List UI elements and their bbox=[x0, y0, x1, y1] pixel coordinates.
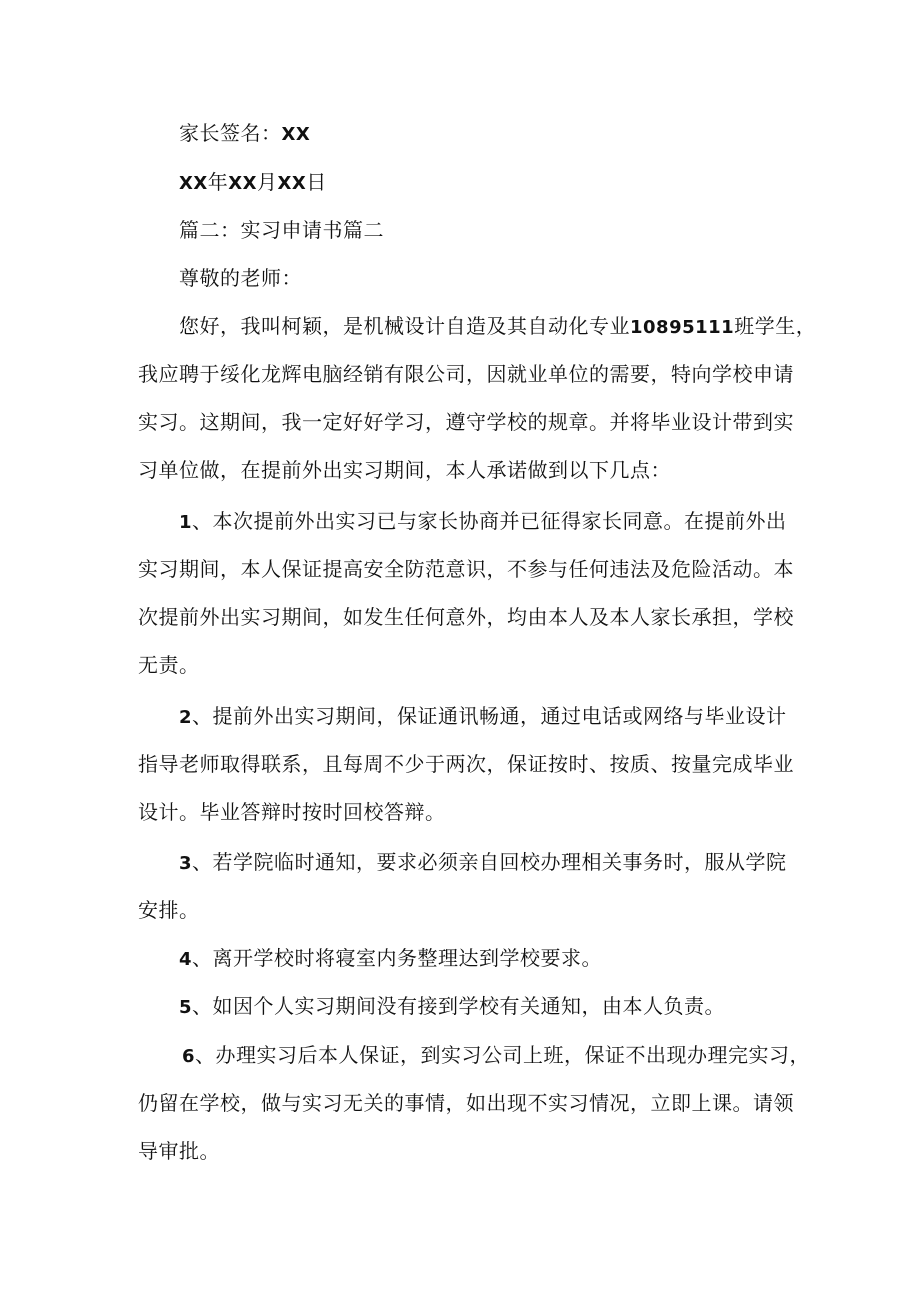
item-1-line-2: 实习期间，本人保证提高安全防范意识，不参与任何违法及危险活动。本 bbox=[138, 557, 794, 581]
item-2-line-1 bbox=[0, 702, 920, 732]
item-1-line-4: 无责。 bbox=[138, 653, 200, 677]
item-text: 、提前外出实习期间，保证通讯畅通，通过电话或网络与毕业设计 bbox=[192, 704, 787, 728]
item-5-line-1 bbox=[0, 992, 920, 1022]
section-title: 篇二：实习申请书篇二 bbox=[179, 218, 384, 242]
item-number: 6 bbox=[182, 1046, 196, 1067]
date-year-char: 年 bbox=[207, 170, 229, 194]
date-day: XX bbox=[277, 173, 307, 194]
item-4-line-1 bbox=[0, 944, 920, 974]
item-3-line-1 bbox=[0, 848, 920, 878]
intro-text-a: 您好，我叫柯颖，是机械设计自造及其自动化专业 bbox=[179, 314, 630, 338]
item-2-line-3: 设计。毕业答辩时按时回校答辩。 bbox=[138, 800, 446, 824]
date-day-char: 日 bbox=[306, 170, 327, 194]
date-year: XX bbox=[179, 173, 208, 194]
intro-text-b: 班学生， bbox=[734, 314, 817, 338]
parent-signature-line bbox=[0, 119, 920, 149]
item-6-line-3: 导审批。 bbox=[138, 1139, 220, 1163]
item-number: 1 bbox=[179, 512, 193, 533]
item-6-line-2: 仍留在学校，做与实习无关的事情，如出现不实习情况，立即上课。请领 bbox=[138, 1091, 794, 1115]
item-1-line-1 bbox=[0, 507, 920, 537]
intro-line-2: 我应聘于绥化龙辉电脑经销有限公司，因就业单位的需要，特向学校申请 bbox=[138, 362, 794, 386]
salutation: 尊敬的老师： bbox=[179, 266, 302, 290]
intro-line-1 bbox=[0, 312, 920, 342]
item-text: 、如因个人实习期间没有接到学校有关通知，由本人负责。 bbox=[192, 994, 726, 1018]
item-number: 2 bbox=[179, 707, 193, 728]
item-text: 、若学院临时通知，要求必须亲自回校办理相关事务时，服从学院 bbox=[192, 850, 787, 874]
date-month: XX bbox=[228, 173, 258, 194]
item-6-line-1 bbox=[0, 1041, 920, 1071]
item-number: 4 bbox=[179, 949, 193, 970]
class-number: 10895111 bbox=[630, 317, 735, 338]
intro-line-3: 实习。这期间，我一定好好学习，遵守学校的规章。并将毕业设计带到实 bbox=[138, 410, 794, 434]
item-number: 3 bbox=[179, 853, 193, 874]
item-3-line-2: 安排。 bbox=[138, 898, 200, 922]
intro-line-4: 习单位做，在提前外出实习期间，本人承诺做到以下几点： bbox=[138, 458, 671, 482]
item-text: 、离开学校时将寝室内务整理达到学校要求。 bbox=[192, 946, 603, 970]
item-number: 5 bbox=[179, 997, 193, 1018]
date-line bbox=[0, 168, 920, 198]
parent-signature-value: XX bbox=[281, 124, 311, 145]
item-2-line-2: 指导老师取得联系，且每周不少于两次，保证按时、按质、按量完成毕业 bbox=[138, 752, 794, 776]
date-month-char: 月 bbox=[257, 170, 278, 194]
parent-signature-label: 家长签名： bbox=[179, 121, 282, 145]
item-text: 、办理实习后本人保证，到实习公司上班，保证不出现办理完实习， bbox=[195, 1043, 811, 1067]
item-1-line-3: 次提前外出实习期间，如发生任何意外，均由本人及本人家长承担，学校 bbox=[138, 605, 794, 629]
item-text: 、本次提前外出实习已与家长协商并已征得家长同意。在提前外出 bbox=[192, 509, 787, 533]
